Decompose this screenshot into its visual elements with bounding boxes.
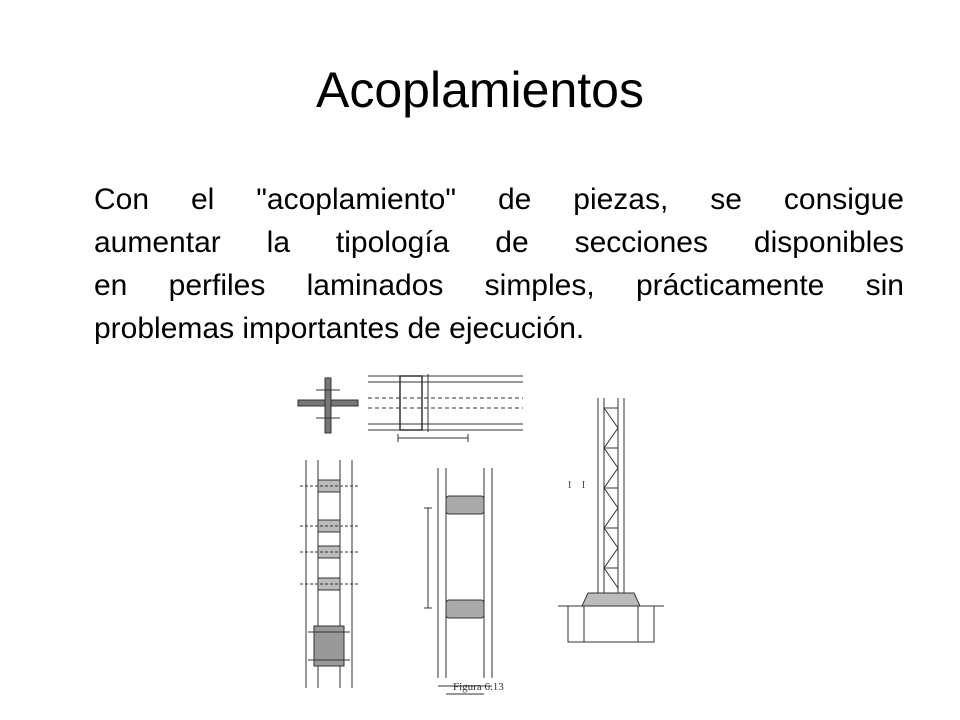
technical-drawing-figure bbox=[288, 368, 678, 710]
beam-elevation-drawing bbox=[368, 374, 523, 442]
technical-drawing bbox=[288, 368, 678, 710]
figure-caption: Figura 6.13 bbox=[453, 681, 504, 693]
body-line: aumentar la tipología de secciones disponibles bbox=[94, 226, 904, 259]
cross-section-drawing bbox=[298, 378, 358, 433]
battened-column-middle bbox=[424, 468, 492, 694]
body-line: Con el "acoplamiento" de piezas, se consigue bbox=[94, 183, 904, 216]
body-line: en perfiles laminados simples, prácticamente sin bbox=[94, 269, 904, 302]
slide-title: Acoplamientos bbox=[316, 62, 644, 118]
battened-column-left bbox=[300, 460, 358, 688]
body-line: problemas importantes de ejecución. bbox=[94, 312, 585, 345]
section-label: I I bbox=[568, 480, 590, 491]
slide-body-text bbox=[94, 178, 904, 350]
laced-column-right bbox=[558, 398, 664, 642]
